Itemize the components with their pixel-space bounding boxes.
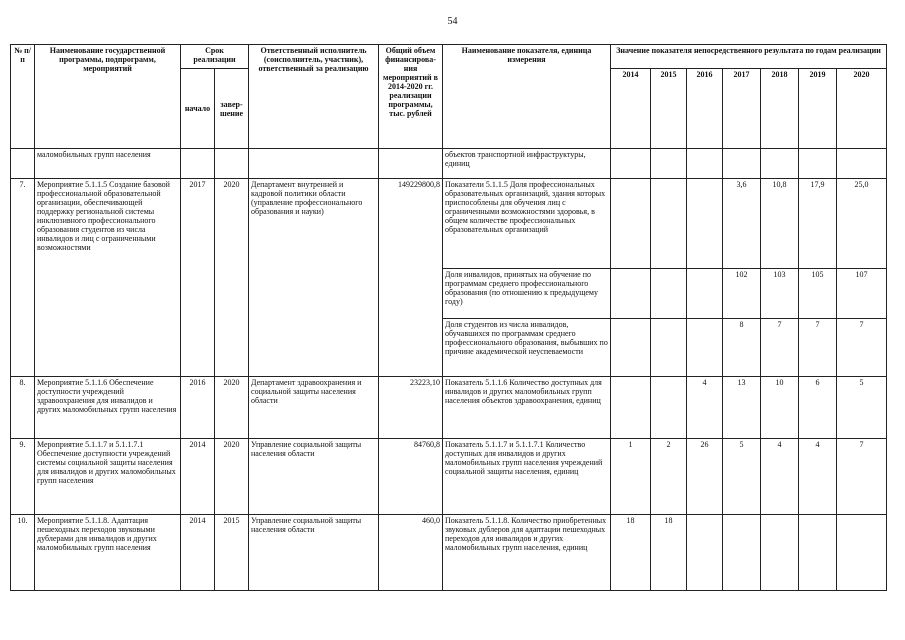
table-row bbox=[11, 439, 887, 515]
cell-value bbox=[687, 269, 723, 319]
program-table bbox=[10, 44, 887, 591]
cell-indicator: Показатель 5.1.1.7 и 5.1.1.7.1 Количество доступных для инвалидов и других маломобильных групп населения учреждений социальной защиты населения, единиц bbox=[443, 439, 611, 515]
header-financing: Общий объем финансирова-ния мероприятий в 2014-2020 гг. реализации программы, тыс. рублей bbox=[379, 45, 443, 149]
cell-value bbox=[761, 515, 799, 591]
cell-start: 2014 bbox=[181, 515, 215, 591]
header-end: завер-шение bbox=[215, 69, 249, 149]
cell-value bbox=[611, 319, 651, 377]
cell-value bbox=[687, 319, 723, 377]
cell-value: 8 bbox=[723, 319, 761, 377]
header-num: № п/п bbox=[11, 45, 35, 149]
cell-name: Мероприятие 5.1.1.8. Адаптация пешеходных переходов звуковыми дублерами для инвалидов и других маломобильных групп населения bbox=[35, 515, 181, 591]
header-year: 2014 bbox=[611, 69, 651, 149]
header-year: 2019 bbox=[799, 69, 837, 149]
cell-name: Мероприятие 5.1.1.6 Обеспечение доступности учреждений здравоохранения для инвалидов и других маломобильных групп населения bbox=[35, 377, 181, 439]
cell-value: 1 bbox=[611, 439, 651, 515]
cell-value: 10,8 bbox=[761, 179, 799, 269]
cell-responsible: Департамент здравоохранения и социальной защиты населения области bbox=[249, 377, 379, 439]
cell-responsible: Управление социальной защиты населения области bbox=[249, 515, 379, 591]
cell-value: 18 bbox=[611, 515, 651, 591]
cell-indicator: Доля инвалидов, принятых на обучение по программам среднего профессионального образования (по отношению к предыдущему году) bbox=[443, 269, 611, 319]
cell-value: 7 bbox=[761, 319, 799, 377]
cell-financing: 84760,8 bbox=[379, 439, 443, 515]
header-name: Наименование государственной программы, подпрограмм, мероприятий bbox=[35, 45, 181, 149]
cell-end: 2020 bbox=[215, 439, 249, 515]
cell-value bbox=[611, 377, 651, 439]
header-values: Значение показателя непосредственного результата по годам реализации bbox=[611, 45, 887, 69]
cell-name: Мероприятие 5.1.1.7 и 5.1.1.7.1 Обеспечение доступности учреждений системы социальной защиты населения для инвалидов и других маломобильных групп населения bbox=[35, 439, 181, 515]
table-row bbox=[11, 179, 887, 269]
cell-value: 3,6 bbox=[723, 179, 761, 269]
cell-value bbox=[651, 269, 687, 319]
cell-value: 5 bbox=[723, 439, 761, 515]
cell-value: 103 bbox=[761, 269, 799, 319]
page-number: 54 bbox=[447, 16, 458, 27]
cell-financing: 460,0 bbox=[379, 515, 443, 591]
header-year: 2017 bbox=[723, 69, 761, 149]
cell-value: 4 bbox=[687, 377, 723, 439]
cell-responsible: Департамент внутренней и кадровой политики области (управление профессионального образования и науки) bbox=[249, 179, 379, 377]
header-year: 2020 bbox=[837, 69, 887, 149]
cell-start: 2014 bbox=[181, 439, 215, 515]
table-row bbox=[11, 515, 887, 591]
cell-value: 7 bbox=[837, 319, 887, 377]
cell-value: 4 bbox=[761, 439, 799, 515]
cell-name: Мероприятие 5.1.1.5 Создание базовой профессиональной образовательной организации, обеспечивающей поддержку региональной системы инклюзивного профессионального образования студентов из числа инвалидов и лиц с ограниченными возможностями bbox=[35, 179, 181, 377]
cell-value: 2 bbox=[651, 439, 687, 515]
cell-value bbox=[799, 515, 837, 591]
cell-start: 2017 bbox=[181, 179, 215, 377]
header-year: 2018 bbox=[761, 69, 799, 149]
cell-indicator: Показатель 5.1.1.6 Количество доступных для инвалидов и других маломобильных групп населения объектов здравоохранения, единиц bbox=[443, 377, 611, 439]
header-start: начало bbox=[181, 69, 215, 149]
cell-value bbox=[723, 515, 761, 591]
cell-end: 2020 bbox=[215, 179, 249, 377]
cell-value: 7 bbox=[837, 439, 887, 515]
header-year: 2016 bbox=[687, 69, 723, 149]
cell-value: 7 bbox=[799, 319, 837, 377]
cell-value: 105 bbox=[799, 269, 837, 319]
cell-num: 7. bbox=[11, 179, 35, 377]
header-period: Срок реализации bbox=[181, 45, 249, 69]
cell-value: 4 bbox=[799, 439, 837, 515]
cell-value: 25,0 bbox=[837, 179, 887, 269]
cell-indicator: Показатели 5.1.1.5 Доля профессиональных образовательных организаций, здания которых приспособлены для обучения лиц с ограниченными возможностями здоровья, в общем количестве профессиональных образовательных организаций bbox=[443, 179, 611, 269]
cell-value: 102 bbox=[723, 269, 761, 319]
cell-indicator: объектов транспортной инфраструктуры, единиц bbox=[443, 149, 611, 179]
header-responsible: Ответственный исполнитель (соисполнитель, участник), ответственный за реализацию bbox=[249, 45, 379, 149]
table-row bbox=[11, 377, 887, 439]
cell-num: 10. bbox=[11, 515, 35, 591]
cell-end: 2020 bbox=[215, 377, 249, 439]
cell-num: 8. bbox=[11, 377, 35, 439]
cell-value: 26 bbox=[687, 439, 723, 515]
cell-value bbox=[687, 179, 723, 269]
cell-financing: 23223,10 bbox=[379, 377, 443, 439]
cell-value bbox=[611, 179, 651, 269]
cell-value bbox=[611, 269, 651, 319]
cell-value: 6 bbox=[799, 377, 837, 439]
cell-value bbox=[687, 515, 723, 591]
cell-value: 17,9 bbox=[799, 179, 837, 269]
cell-responsible: Управление социальной защиты населения области bbox=[249, 439, 379, 515]
cell-value: 107 bbox=[837, 269, 887, 319]
cell-start: 2016 bbox=[181, 377, 215, 439]
cell-indicator: Доля студентов из числа инвалидов, обучавшихся по программам среднего профессионального образования, выбывших по причине академической неуспеваемости bbox=[443, 319, 611, 377]
cell-value: 18 bbox=[651, 515, 687, 591]
cell-value: 13 bbox=[723, 377, 761, 439]
cell-indicator: Показатель 5.1.1.8. Количество приобретенных звуковых дублеров для адаптации пешеходных переходов для инвалидов и других маломобильных групп населения, единиц bbox=[443, 515, 611, 591]
cell-value: 5 bbox=[837, 377, 887, 439]
cell-end: 2015 bbox=[215, 515, 249, 591]
cell-value bbox=[651, 377, 687, 439]
cell-num: 9. bbox=[11, 439, 35, 515]
cell-value: 10 bbox=[761, 377, 799, 439]
continuation-row bbox=[11, 149, 887, 179]
header-year: 2015 bbox=[651, 69, 687, 149]
cell-financing: 149229800,8 bbox=[379, 179, 443, 377]
header-indicator: Наименование показателя, единица измерения bbox=[443, 45, 611, 149]
cell-name: маломобильных групп населения bbox=[35, 149, 181, 179]
cell-value bbox=[651, 179, 687, 269]
cell-value bbox=[837, 515, 887, 591]
cell-value bbox=[651, 319, 687, 377]
